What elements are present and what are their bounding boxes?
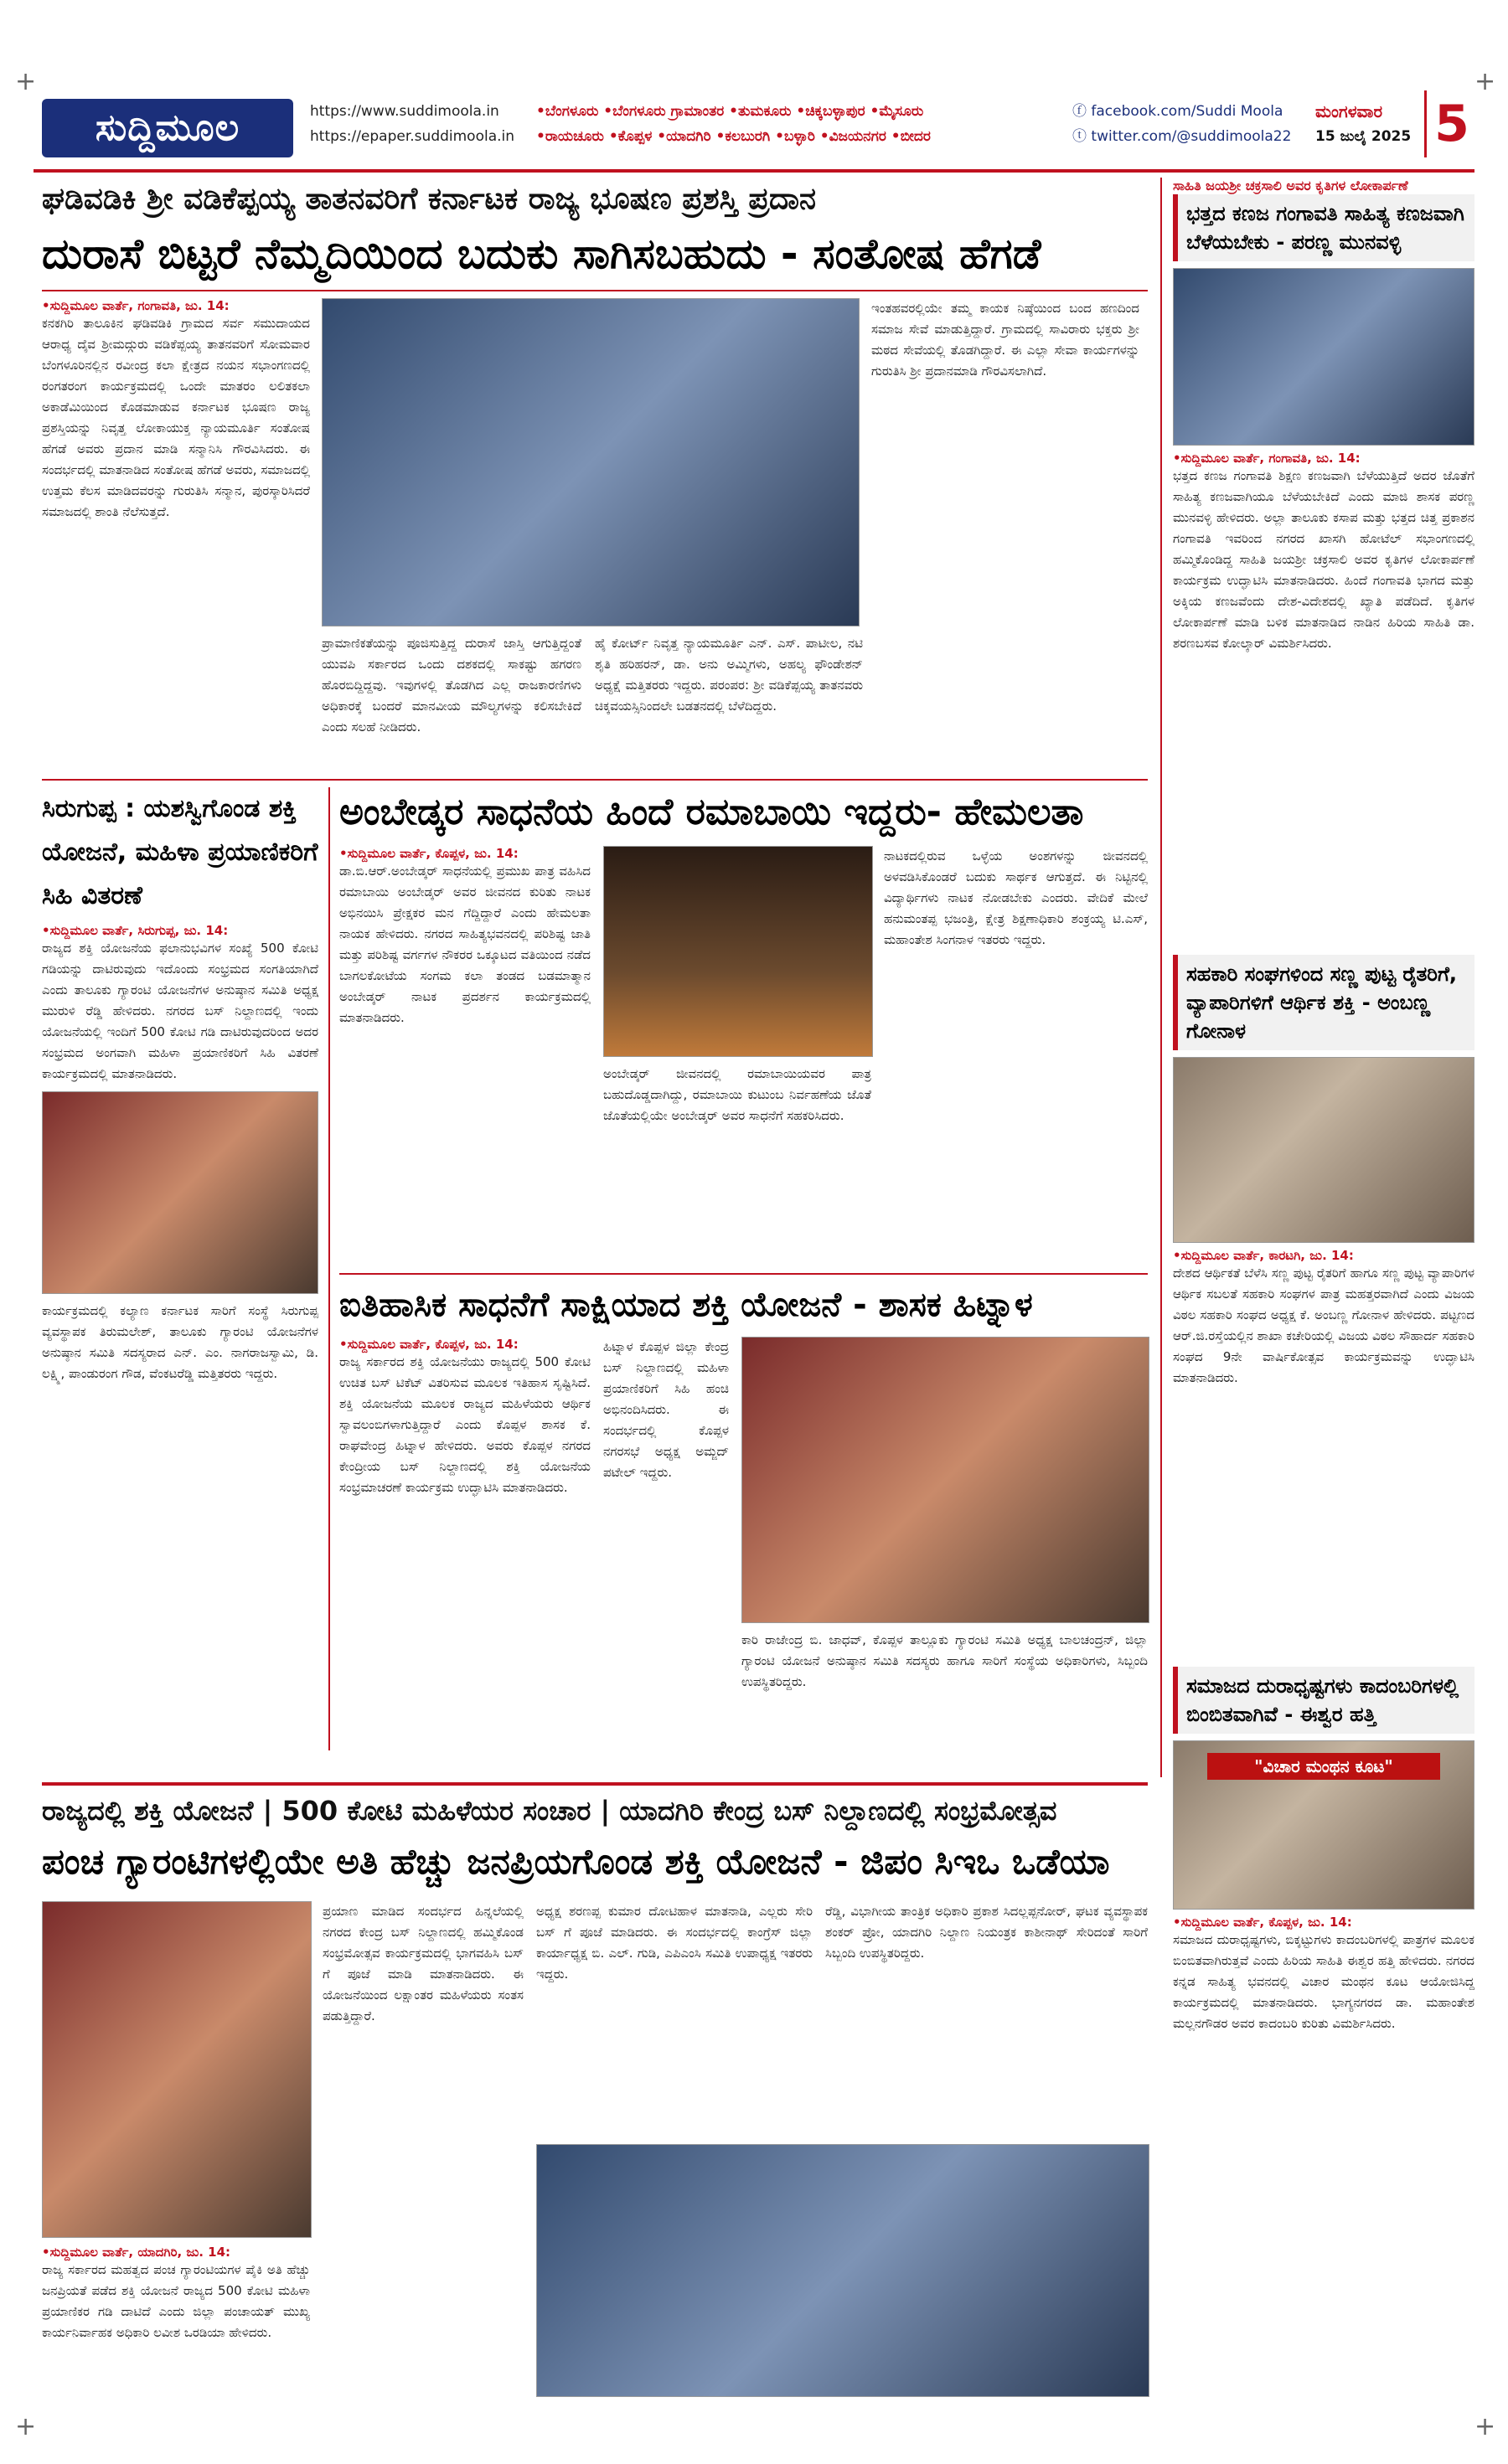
sirugupp-headline: ಸಿರುಗುಪ್ಪ : ಯಶಸ್ವಿಗೊಂಡ ಶಕ್ತಿ ಯೋಜನೆ, ಮಹಿಳಾ ಪ್ರಯಾಣಿಕರಿಗೆ ಸಿಹಿ ವಿತರಣೆ — [42, 794, 318, 910]
bottom-text-4: ರೆಡ್ಡಿ, ವಿಭಾಗೀಯ ತಾಂತ್ರಿಕ ಅಧಿಕಾರಿ ಪ್ರಕಾಶ ಸಿದಲ್ಲಪ್ಪನೋರ್, ಘಟಕ ವ್ಯವಸ್ಥಾಪಕ ಶಂಕರ್ ಪ್ರೋ, ಯಾದಗಿರಿ ನಿಲ್ದಾಣ ನಿಯಂತ್ರಕ ಕಾಶೀನಾಥ್ ಸೇರಿದಂತೆ ಸಾರಿಗೆ ಸಿಬ್ಬಂದಿ ಉಪಸ್ಥಿತರಿದ್ದರು. — [825, 1904, 1148, 1961]
lead-col-2 — [322, 633, 581, 738]
lead-col-3 — [595, 633, 863, 717]
bottom-col-4 — [825, 1901, 1148, 1964]
issue-day: ಮಂಗಳವಾರ — [1315, 101, 1383, 121]
ambedkar-text-3: ನಾಟಕದಲ್ಲಿರುವ ಒಳ್ಳೆಯ ಅಂಶಗಳನ್ನು ಜೀವನದಲ್ಲಿ ಅಳವಡಿಸಿಕೊಂಡರೆ ಬದುಕು ಸಾರ್ಥಕ ಆಗುತ್ತದೆ. ಈ ನಿಟ್ಟಿನಲ್ಲಿ ವಿದ್ಯಾರ್ಥಿಗಳು ನಾಟಕ ನೋಡಬೇಕು ಎಂದರು. ವೇದಿಕೆ ಮೇಲೆ ಹನುಮಂತಪ್ಪ ಭಜಂತ್ರಿ, ಕ್ಷೇತ್ರ ಶಿಕ್ಷಣಾಧಿಕಾರಿ ಶಂಕ್ರಯ್ಯ ಟಿ.ಎಸ್, ಮಹಾಂತೇಶ ಸಿಂಗನಾಳ ಇತರರು ಇದ್ದರು. — [884, 848, 1148, 947]
side1-kicker: ಸಾಹಿತಿ ಜಯಶ್ರೀ ಚಕ್ರಸಾಲಿ ಅವರ ಕೃತಿಗಳ ಲೋಕಾರ್ಪಣೆ — [1173, 178, 1408, 193]
masthead — [34, 90, 1474, 166]
shakti1-text-1: ರಾಜ್ಯ ಸರ್ಕಾರದ ಶಕ್ತಿ ಯೋಜನೆಯು ರಾಜ್ಯದಲ್ಲಿ 500 ಕೋಟಿ ಉಚಿತ ಬಸ್ ಟಿಕೆಟ್ ವಿತರಿಸುವ ಮೂಲಕ ಇತಿಹಾಸ ಸೃಷ್ಟಿಸಿದೆ. ಶಕ್ತಿ ಯೋಜನೆಯ ಮೂಲಕ ರಾಜ್ಯದ ಮಹಿಳೆಯರು ಆರ್ಥಿಕ ಸ್ವಾವಲಂಬಿಗಳಾಗುತ್ತಿದ್ದಾರೆ ಎಂದು ಕೊಪ್ಪಳ ಶಾಸಕ ಕೆ. ರಾಘವೇಂದ್ರ ಹಿಟ್ನಾಳ ಹೇಳಿದರು. ಅವರು ಕೊಪ್ಪಳ ನಗರದ ಕೇಂದ್ರೀಯ ಬಸ್ ನಿಲ್ದಾಣದಲ್ಲಿ ಶಕ್ತಿ ಯೋಜನೆಯ ಸಂಭ್ರಮಾಚರಣೆ ಕಾರ್ಯಕ್ರಮ ಉದ್ಘಾಟಿಸಿ ಮಾತನಾಡಿದರು. — [339, 1354, 591, 1495]
sirugupp-text: ರಾಜ್ಯದ ಶಕ್ತಿ ಯೋಜನೆಯ ಫಲಾನುಭವಿಗಳ ಸಂಖ್ಯೆ 500 ಕೋಟಿ ಗಡಿಯನ್ನು ದಾಟಿರುವುದು ಇದೊಂದು ಸಂಭ್ರಮದ ಸಂಗತಿಯಾಗಿದೆ ಎಂದು ತಾಲೂಕು ಗ್ಯಾರಂಟಿ ಯೋಜನೆಗಳ ಅನುಷ್ಠಾನ ಸಮಿತಿ ಅಧ್ಯಕ್ಷ ಮುರುಳಿ ರೆಡ್ಡಿ ಹೇಳಿದರು. ನಗರದ ಬಸ್ ನಿಲ್ದಾಣದಲ್ಲಿ ಇಂದು ಯೋಜನೆಯಲ್ಲಿ ಇಂದಿಗೆ 500 ಕೋಟಿ ಗಡಿ ದಾಟಿರುವುದರಿಂದ ಅದರ ಸಂಭ್ರಮದ ಅಂಗವಾಗಿ ಮಹಿಳಾ ಪ್ರಯಾಣಿಕರಿಗೆ ಸಿಹಿ ವಿತರಣೆ ಕಾರ್ಯಕ್ರಮದಲ್ಲಿ ಮಾತನಾಡಿದರು. — [42, 941, 318, 1081]
newspaper-logo: ಸುದ್ದಿಮೂಲ — [42, 99, 293, 157]
twitter-link[interactable]: ⓣ twitter.com/@suddimoola22 — [1072, 128, 1292, 145]
bottom-text-1: ರಾಜ್ಯ ಸರ್ಕಾರದ ಮಹತ್ವದ ಪಂಚ ಗ್ಯಾರಂಟಿಯಗಳ ಪೈಕಿ ಅತಿ ಹೆಚ್ಚು ಜನಪ್ರಿಯತೆ ಪಡೆದ ಶಕ್ತಿ ಯೋಜನೆ ರಾಜ್ಯದ 500 ಕೋಟಿ ಮಹಿಳಾ ಪ್ರಯಾಣಿಕರ ಗಡಿ ದಾಟಿದೆ ಎಂದು ಜಿಲ್ಲಾ ಪಂಚಾಯತ್ ಮುಖ್ಯ ಕಾರ್ಯನಿರ್ವಾಹಕ ಅಧಿಕಾರಿ ಲವೀಶ ಒರಡಿಯಾ ಹೇಳಿದರು. — [42, 2262, 310, 2340]
ambedkar-col-3 — [884, 846, 1148, 951]
city-row: •ಬೆಂಗಳೂರು •ಬೆಂಗಳೂರು ಗ್ರಾಮಾಂತರ •ತುಮಕೂರು •ಚಿಕ್ಕಬಳ್ಳಾಪುರ •ಮೈಸೂರು — [536, 103, 924, 120]
ambedkar-headline: ಅಂಬೇಡ್ಕರ ಸಾಧನೆಯ ಹಿಂದೆ ರಮಾಬಾಯಿ ಇದ್ದರು- ಹೇಮಲತಾ — [339, 791, 1084, 833]
side3-text: ಸಮಾಜದ ದುರಾಧೃಷ್ಟಗಳು, ಬಿಕ್ಕಟ್ಟುಗಳು ಕಾದಂಬರಿಗಳಲ್ಲಿ ಪಾತ್ರಗಳ ಮೂಲಕ ಬಿಂಬಿತವಾಗಿರುತ್ತವೆ ಎಂದು ಹಿರಿಯ ಸಾಹಿತಿ ಈಶ್ವರ ಹತ್ತಿ ಹೇಳಿದರು. ನಗರದ ಕನ್ನಡ ಸಾಹಿತ್ಯ ಭವನದಲ್ಲಿ ವಿಚಾರ ಮಂಥನ ಕೂಟ ಆಯೋಜಿಸಿದ್ದ ಕಾರ್ಯಕ್ರಮದಲ್ಲಿ ಮಾತನಾಡಿದರು. ಭಾಗ್ಯನಗರದ ಡಾ. ಮಹಾಂತೇಶ ಮಲ್ಲನಗೌಡರ ಅವರ ಕಾದಂಬರಿ ಕುರಿತು ವಿಮರ್ಶಿಸಿದರು. — [1173, 1932, 1474, 2031]
twitter-icon: ⓣ — [1072, 128, 1092, 145]
side1-photo — [1173, 268, 1474, 446]
crop-mark-right: + — [1474, 67, 1496, 96]
side3-byline: •ಸುದ್ದಿಮೂಲ ವಾರ್ತೆ, ಕೊಪ್ಪಳ, ಜು. 14: — [1173, 1915, 1352, 1930]
shakti1-col-3 — [741, 1630, 1148, 1693]
page-number: 5 — [1424, 90, 1477, 157]
crop-mark-bottom-right: + — [1474, 2412, 1496, 2441]
sirugupp-story — [42, 787, 318, 1384]
lead-text-2: ಪ್ರಾಮಾಣಿಕತೆಯನ್ನು ಪೂಜಿಸುತ್ತಿದ್ದ ದುರಾಸೆ ಜಾಸ್ತಿ ಆಗುತ್ತಿದ್ದಂತೆ ಯುವಪಿ ಸರ್ಕಾರದ ಒಂದು ದಶಕದಲ್ಲಿ ಸಾಕಷ್ಟು ಹಗರಣ ಹೊರಬಿದ್ದಿದ್ದವು. ಇವುಗಳಲ್ಲಿ ತೊಡಗಿದ ಎಲ್ಲ ರಾಜಕಾರಣಿಗಳು ಅಧಿಕಾರಕ್ಕೆ ಬಂದರೆ ಮಾನವೀಯ ಮೌಲ್ಯಗಳನ್ನು ಕಲಿಸಬೇಕಿದೆ ಎಂದು ಸಲಹೆ ನೀಡಿದರು. — [322, 636, 581, 735]
bottom-col-3 — [536, 1901, 813, 1985]
side1-byline: •ಸುದ್ದಿಮೂಲ ವಾರ್ತೆ, ಗಂಗಾವತಿ, ಜು. 14: — [1173, 451, 1361, 466]
bottom-photo-bus — [536, 2144, 1149, 2397]
bottom-headline: ಪಂಚ ಗ್ಯಾರಂಟಿಗಳಲ್ಲಿಯೇ ಅತಿ ಹೆಚ್ಚು ಜನಪ್ರಿಯಗೊಂಡ ಶಕ್ತಿ ಯೋಜನೆ - ಜಿಪಂ ಸಿಇಒ ಒಡೆಯಾ — [42, 1841, 1110, 1882]
city-list — [536, 99, 1039, 149]
lead-photo-award — [322, 298, 860, 626]
side3-photo — [1173, 1740, 1474, 1910]
ambedkar-col-1 — [339, 846, 591, 1028]
bottom-photo-crowd — [42, 1901, 312, 2238]
sirugupp-text-2: ಕಾರ್ಯಕ್ರಮದಲ್ಲಿ ಕಲ್ಯಾಣ ಕರ್ನಾಟಕ ಸಾರಿಗೆ ಸಂಸ್ಥೆ ಸಿರುಗುಪ್ಪ ವ್ಯವಸ್ಥಾಪಕ ತಿರುಮಲೇಶ್, ತಾಲೂಕು ಗ್ಯಾರಂಟಿ ಯೋಜನೆಗಳ ಅನುಷ್ಠಾನ ಸಮಿತಿ ಸದಸ್ಯರಾದ ಎನ್. ಎಂ. ನಾಗರಾಜಸ್ವಾಮಿ, ಡಿ. ಲಕ್ಷ್ಮಿ, ಪಾಂಡುರಂಗ ಗೌಡ, ವೆಂಕಟರೆಡ್ಡಿ ಮತ್ತಿತರರು ಇದ್ದರು. — [42, 1303, 318, 1381]
bottom-kicker: ರಾಜ್ಯದಲ್ಲಿ ಶಕ್ತಿ ಯೋಜನೆ | 500 ಕೋಟಿ ಮಹಿಳೆಯರ ಸಂಚಾರ | ಯಾದಗಿರಿ ಕೇಂದ್ರ ಬಸ್ ನಿಲ್ದಾಣದಲ್ಲಿ ಸಂಭ್ರಮೋತ್ಸವ — [42, 1795, 1057, 1827]
ambedkar-text-1: ಡಾ.ಬಿ.ಆರ್.ಅಂಬೇಡ್ಕರ್ ಸಾಧನೆಯಲ್ಲಿ ಪ್ರಮುಖ ಪಾತ್ರ ವಹಿಸಿದ ರಮಾಬಾಯಿ ಅಂಬೇಡ್ಕರ್ ಅವರ ಜೀವನದ ಕುರಿತು ನಾಟಕ ಅಭಿನಯಿಸಿ ಪ್ರೇಕ್ಷಕರ ಮನ ಗೆದ್ದಿದ್ದಾರೆ ಎಂದು ಹೇಮಲತಾ ನಾಯಕ ಹೇಳಿದರು. ನಗರದ ಸಾಹಿತ್ಯಭವನದಲ್ಲಿ ಪರಿಶಿಷ್ಟ ಜಾತಿ ಮತ್ತು ಪರಿಶಿಷ್ಟ ವರ್ಗಗಳ ನೌಕರರ ಒಕ್ಕೂಟದ ವತಿಯಿಂದ ನಡೆದ ಬಾಗಲಕೋಟೆಯ ಸಂಗಮ ಕಲಾ ತಂಡದ ಬಡಮಾತ್ಮಾನ ಅಂಬೇಡ್ಕರ್ ನಾಟಕ ಪ್ರದರ್ಶನ ಕಾರ್ಯಕ್ರಮದಲ್ಲಿ ಮಾತನಾಡಿದರು. — [339, 863, 591, 1025]
bottom-rule — [42, 1782, 1148, 1786]
ambedkar-byline: •ಸುದ್ದಿಮೂಲ ವಾರ್ತೆ, ಕೊಪ್ಪಳ, ಜು. 14: — [339, 846, 519, 861]
lead-col-1 — [42, 298, 310, 523]
side-story-2 — [1173, 955, 1474, 1389]
side1-headline: ಭತ್ತದ ಕಣಜ ಗಂಗಾವತಿ ಸಾಹಿತ್ಯ ಕಣಜವಾಗಿ ಬೆಳೆಯಬೇಕು - ಪರಣ್ಣ ಮುನವಳ್ಳಿ — [1173, 194, 1474, 261]
lead-text-3: ಹೈ ಕೋರ್ಟ್ ನಿವೃತ್ತ ನ್ಯಾಯಮೂರ್ತಿ ಎನ್. ಎಸ್. ಪಾಟೀಲ, ನಟಿ ಶೃತಿ ಹರಿಹರನ್, ಡಾ. ಅನು ಅಮ್ಮಿಗಳು, ಅಹಲ್ಯ ಫೌಂಡೇಶನ್ ಅಧ್ಯಕ್ಷೆ ಮತ್ತಿತರರು ಇದ್ದರು. ಪರಂಪರ: ಶ್ರೀ ವಡಿಕೆಪ್ಪಯ್ಯ ತಾತನವರು ಚಿಕ್ಕವಯಸ್ಸಿನಿಂದಲೇ ಬಡತನದಲ್ಲಿ ಬೆಳೆದಿದ್ದರು. — [595, 636, 863, 714]
shakti1-photo-bus — [741, 1337, 1149, 1623]
crop-mark-left: + — [15, 67, 37, 96]
section-rule — [339, 1273, 1148, 1275]
bottom-col-1 — [42, 2245, 310, 2343]
social-links — [1072, 99, 1291, 149]
website-link[interactable]: https://www.suddimoola.in — [310, 103, 499, 120]
side3-banner: "ವಿಚಾರ ಮಂಥನ ಕೂಟ" — [1207, 1753, 1440, 1780]
ambedkar-photo-drama — [603, 846, 873, 1057]
lead-byline: •ಸುದ್ದಿಮೂಲ ವಾರ್ತೆ, ಗಂಗಾವತಿ, ಜು. 14: — [42, 298, 230, 313]
facebook-link[interactable]: ⓕ facebook.com/Suddi Moola — [1072, 103, 1283, 120]
lead-text-1: ಕನಕಗಿರಿ ತಾಲೂಕಿನ ಘಡಿವಡಿಕಿ ಗ್ರಾಮದ ಸರ್ವ ಸಮುದಾಯದ ಆರಾಧ್ಯ ದೈವ ಶ್ರೀಮದ್ಗುರು ವಡಿಕೆಪ್ಪಯ್ಯ ತಾತನವರಿಗೆ ಸೋಮವಾರ ಬೆಂಗಳೂರಿನಲ್ಲಿನ ರವೀಂದ್ರ ಕಲಾ ಕ್ಷೇತ್ರದ ನಯನ ಸಭಾಂಗಣದಲ್ಲಿ ರಂಗತರಂಗ ಕಾರ್ಯಕ್ರಮದಲ್ಲಿ ಒಂದೇ ಮಾತರಂ ಲಲಿತಕಲಾ ಅಕಾಡೆಮಿಯಿಂದ ಕೊಡಮಾಡುವ ಕರ್ನಾಟಕ ಭೂಷಣ ರಾಜ್ಯ ಪ್ರಶಸ್ತಿಯನ್ನು ನಿವೃತ್ತ ಲೋಕಾಯುಕ್ತ ನ್ಯಾಯಮೂರ್ತಿ ಸಂತೋಷ ಹೆಗಡೆ ಅವರು ಪ್ರದಾನ ಮಾಡಿ ಸನ್ಮಾನಿಸಿ ಗೌರವಿಸಿದರು. ಈ ಸಂದರ್ಭದಲ್ಲಿ ಮಾತನಾಡಿದ ಸಂತೋಷ ಹೆಗಡೆ ಅವರು, ಸಮಾಜದಲ್ಲಿ ಉತ್ತಮ ಕೆಲಸ ಮಾಡಿದವರನ್ನು ಗುರುತಿಸಿ ಸನ್ಮಾನ, ಪುರಸ್ಕಾರಿಸಿದರೆ ಸಮಾಜದಲ್ಲಿ ಶಾಂತಿ ನೆಲೆಸುತ್ತದೆ. — [42, 316, 310, 519]
lead-text-4: ಇಂತಹವರಲ್ಲಿಯೇ ತಮ್ಮ ಕಾಯಕ ನಿಷ್ಠೆಯಿಂದ ಬಂದ ಹಣದಿಂದ ಸಮಾಜ ಸೇವೆ ಮಾಡುತ್ತಿದ್ದಾರೆ. ಗ್ರಾಮದಲ್ಲಿ ಸಾವಿರಾರು ಭಕ್ತರು ಶ್ರೀ ಮಠದ ಸೇವೆಯಲ್ಲಿ ತೊಡಗಿದ್ದಾರೆ. ಈ ಎಲ್ಲಾ ಸೇವಾ ಕಾರ್ಯಗಳನ್ನು ಗುರುತಿಸಿ ಶ್ರೀ ಪ್ರದಾನಮಾಡಿ ಗೌರವಿಸಲಾಗಿದೆ. — [871, 301, 1139, 379]
epaper-link[interactable]: https://epaper.suddimoola.in — [310, 128, 515, 145]
sirugupp-photo — [42, 1091, 318, 1294]
side2-photo — [1173, 1057, 1474, 1243]
side2-headline: ಸಹಕಾರಿ ಸಂಘಗಳಿಂದ ಸಣ್ಣ ಪುಟ್ಟ ರೈತರಿಗೆ, ವ್ಯಾಪಾರಿಗಳಿಗೆ ಆರ್ಥಿಕ ಶಕ್ತಿ - ಅಂಬಣ್ಣ ಗೋನಾಳ — [1173, 955, 1474, 1050]
sidebar-divider — [1160, 178, 1162, 1777]
shakti1-byline: •ಸುದ್ದಿಮೂಲ ವಾರ್ತೆ, ಕೊಪ್ಪಳ, ಜು. 14: — [339, 1337, 519, 1352]
lead-headline: ದುರಾಸೆ ಬಿಟ್ಟರೆ ನೆಮ್ಮದಿಯಿಂದ ಬದುಕು ಸಾಗಿಸಬಹುದು - ಸಂತೋಷ ಹೆಗಡೆ — [42, 229, 1041, 278]
bottom-text-2: ಪ್ರಯಾಣ ಮಾಡಿದ ಸಂದರ್ಭದ ಹಿನ್ನಲೆಯಲ್ಲಿ ನಗರದ ಕೇಂದ್ರ ಬಸ್ ನಿಲ್ದಾಣದಲ್ಲಿ ಹಮ್ಮಿಕೊಂಡ ಸಂಭ್ರಮೋತ್ಸವ ಕಾರ್ಯಕ್ರಮದಲ್ಲಿ ಭಾಗವಹಿಸಿ ಬಸ್ ಗೆ ಪೂಜೆ ಮಾಡಿ ಮಾತನಾಡಿದರು. ಈ ಯೋಜನೆಯಿಂದ ಲಕ್ಷಾಂತರ ಮಹಿಳೆಯರು ಸಂತಸ ಪಡುತ್ತಿದ್ದಾರೆ. — [323, 1904, 524, 2023]
column-divider — [328, 787, 330, 1750]
side1-text: ಭತ್ತದ ಕಣಜ ಗಂಗಾವತಿ ಶಿಕ್ಷಣ ಕಣಜವಾಗಿ ಬೆಳೆಯುತ್ತಿದೆ ಅದರ ಜೊತೆಗೆ ಸಾಹಿತ್ಯ ಕಣಜವಾಗಿಯೂ ಬೆಳೆಯಬೇಕಿದೆ ಎಂದು ಮಾಜಿ ಶಾಸಕ ಪರಣ್ಣ ಮುನವಳ್ಳಿ ಹೇಳಿದರು. ಅಲ್ಲಾ ತಾಲೂಕು ಕಸಾಪ ಮತ್ತು ಭತ್ತದ ಚಿತ್ತ ಪ್ರಕಾಶನ ಗಂಗಾವತಿ ಇವರಿಂದ ನಗರದ ಖಾಸಗಿ ಹೋಟೆಲ್ ಸಭಾಂಗಣದಲ್ಲಿ ಹಮ್ಮಿಕೊಂಡಿದ್ದ ಸಾಹಿತಿ ಜಯಶ್ರೀ ಚಕ್ರಸಾಲಿ ಅವರ ಕೃತಿಗಳ ಲೋಕಾರ್ಪಣೆ ಕಾರ್ಯಕ್ರಮ ಉದ್ಘಾಟಿಸಿ ಮಾತನಾಡಿದರು. ಹಿಂದೆ ಗಂಗಾವತಿ ಭಾಗದ ಮತ್ತು ಅಕ್ಕಿಯ ಕಣಜವೆಂದು ದೇಶ-ವಿದೇಶದಲ್ಲಿ ಖ್ಯಾತಿ ಪಡೆದಿದೆ. ಕೃತಿಗಳ ಲೋಕಾರ್ಪಣೆ ಮಾಡಿ ಬಳಿಕ ಮಾತನಾಡಿದ ನಾಡಿನ ಹಿರಿಯ ಸಾಹಿತಿ ಡಾ. ಶರಣಬಸವ ಕೋಲ್ಕಾರ್ ವಿಮರ್ಶಿಸಿದರು. — [1173, 468, 1474, 651]
side3-headline: ಸಮಾಜದ ದುರಾಧೃಷ್ಟಗಳು ಕಾದಂಬರಿಗಳಲ್ಲಿ ಬಿಂಬಿತವಾಗಿವೆ - ಈಶ್ವರ ಹತ್ತಿ — [1173, 1667, 1474, 1734]
sirugupp-byline: •ಸುದ್ದಿಮೂಲ ವಾರ್ತೆ, ಸಿರುಗುಪ್ಪ, ಜು. 14: — [42, 923, 229, 938]
lead-col-4 — [871, 298, 1139, 382]
masthead-rule — [34, 169, 1474, 173]
bottom-byline: •ಸುದ್ದಿಮೂಲ ವಾರ್ತೆ, ಯಾದಗಿರಿ, ಜು. 14: — [42, 2245, 231, 2260]
shakti1-text-3: ಕಾರಿ ರಾಜೇಂದ್ರ ಬಿ. ಜಾಧವ್, ಕೊಪ್ಪಳ ತಾಲ್ಲೂಕು ಗ್ಯಾರಂಟಿ ಸಮಿತಿ ಅಧ್ಯಕ್ಷ ಬಾಲಚಂದ್ರನ್, ಜಿಲ್ಲಾ ಗ್ಯಾರಂಟಿ ಯೋಜನೆ ಅನುಷ್ಠಾನ ಸಮಿತಿ ಸದಸ್ಯರು ಹಾಗೂ ಸಾರಿಗೆ ಸಂಸ್ಥೆಯ ಅಧಿಕಾರಿಗಳು, ಸಿಬ್ಬಂದಿ ಉಪಸ್ಥಿತರಿದ್ದರು. — [741, 1632, 1148, 1689]
bottom-col-2 — [323, 1901, 524, 2027]
side2-byline: •ಸುದ್ದಿಮೂಲ ವಾರ್ತೆ, ಕಾರಟಗಿ, ಜು. 14: — [1173, 1248, 1354, 1263]
shakti1-text-2: ಹಿಟ್ನಾಳ ಕೊಪ್ಪಳ ಜಿಲ್ಲಾ ಕೇಂದ್ರ ಬಸ್ ನಿಲ್ದಾಣದಲ್ಲಿ ಮಹಿಳಾ ಪ್ರಯಾಣಿಕರಿಗೆ ಸಿಹಿ ಹಂಚಿ ಅಭಿನಂದಿಸಿದರು. ಈ ಸಂದರ್ಭದಲ್ಲಿ ಕೊಪ್ಪಳ ನಗರಸಭೆ ಅಧ್ಯಕ್ಷ ಅಮ್ಜದ್ ಪಟೇಲ್ ಇದ್ದರು. — [603, 1339, 729, 1480]
ambedkar-text-2: ಅಂಬೇಡ್ಕರ್ ಜೀವನದಲ್ಲಿ ರಮಾಬಾಯಿಯವರ ಪಾತ್ರ ಬಹುದೊಡ್ಡದಾಗಿದ್ದು, ರಮಾಬಾಯಿ ಕುಟುಂಬ ನಿರ್ವಹಣೆಯ ಜೊತೆ ಜೊತೆಯಲ್ಲಿಯೇ ಅಂಬೇಡ್ಕರ್ ಅವರ ಸಾಧನೆಗೆ ಸಹಕರಿಸಿದರು. — [603, 1066, 871, 1123]
city-row: •ರಾಯಚೂರು •ಕೊಪ್ಪಳ •ಯಾದಗಿರಿ •ಕಲಬುರಗಿ •ಬಳ್ಳಾರಿ •ವಿಜಯನಗರ •ಬೀದರ — [536, 128, 931, 145]
ambedkar-col-2 — [603, 1064, 871, 1126]
lead-rule — [42, 290, 1148, 291]
side2-text: ದೇಶದ ಆರ್ಥಿಕತೆ ಬೆಳೆಸಿ ಸಣ್ಣ ಪುಟ್ಟ ರೈತರಿಗೆ ಹಾಗೂ ಸಣ್ಣ ಪುಟ್ಟ ವ್ಯಾಪಾರಿಗಳ ಆರ್ಥಿಕ ಸಬಲತೆ ಸಹಕಾರಿ ಸಂಘಗಳ ಪಾತ್ರ ಮಹತ್ತರವಾಗಿದೆ ಎಂದು ವಿಜಯ ವಿಠಲ ಸಹಕಾರಿ ಸಂಘದ ಅಧ್ಯಕ್ಷ ಕೆ. ಅಂಬಣ್ಣ ಗೋನಾಳ ಹೇಳಿದರು. ಪಟ್ಟಣದ ಆರ್.ಜಿ.ರಸ್ತೆಯಲ್ಲಿನ ಶಾಖಾ ಕಚೇರಿಯಲ್ಲಿ ವಿಜಯ ವಿಠಲ ಸೌಹಾರ್ದ ಸಹಕಾರಿ ಸಂಘದ 9ನೇ ವಾರ್ಷಿಕೋತ್ಸವ ಕಾರ್ಯಕ್ರಮವನ್ನು ಉದ್ಘಾಟಿಸಿ ಮಾತನಾಡಿದರು. — [1173, 1266, 1474, 1385]
issue-date-text: 15 ಜುಲೈ 2025 — [1315, 128, 1412, 145]
website-links — [310, 99, 514, 149]
side-story-3 — [1173, 1667, 1474, 2034]
issue-date — [1315, 99, 1411, 149]
side-story-1 — [1173, 178, 1474, 654]
crop-mark-bottom-left: + — [15, 2412, 37, 2441]
section-rule — [42, 779, 1148, 781]
shakti1-headline: ಐತಿಹಾಸಿಕ ಸಾಧನೆಗೆ ಸಾಕ್ಷಿಯಾದ ಶಕ್ತಿ ಯೋಜನೆ - ಶಾಸಕ ಹಿಟ್ನಾಳ — [339, 1286, 1033, 1324]
facebook-icon: ⓕ — [1072, 103, 1092, 120]
shakti1-col-1 — [339, 1337, 591, 1498]
lead-kicker: ಘಡಿವಡಿಕಿ ಶ್ರೀ ವಡಿಕೆಪ್ಪಯ್ಯ ತಾತನವರಿಗೆ ಕರ್ನಾಟಕ ರಾಜ್ಯ ಭೂಷಣ ಪ್ರಶಸ್ತಿ ಪ್ರದಾನ — [42, 182, 816, 216]
bottom-text-3: ಅಧ್ಯಕ್ಷ ಶರಣಪ್ಪ ಕುಮಾರ ದೋಟಿಹಾಳ ಮಾತನಾಡಿ, ಎಲ್ಲರು ಸೇರಿ ಬಸ್ ಗೆ ಪೂಜೆ ಮಾಡಿದರು. ಈ ಸಂದರ್ಭದಲ್ಲಿ ಕಾಂಗ್ರೆಸ್ ಜಿಲ್ಲಾ ಕಾರ್ಯಾಧ್ಯಕ್ಷ ಬಿ. ಎಲ್. ಗುಡಿ, ಎಪಿಎಂಸಿ ಸಮಿತಿ ಉಪಾಧ್ಯಕ್ಷ ಇತರರು ಇದ್ದರು. — [536, 1904, 813, 1982]
shakti1-col-2 — [603, 1337, 729, 1483]
